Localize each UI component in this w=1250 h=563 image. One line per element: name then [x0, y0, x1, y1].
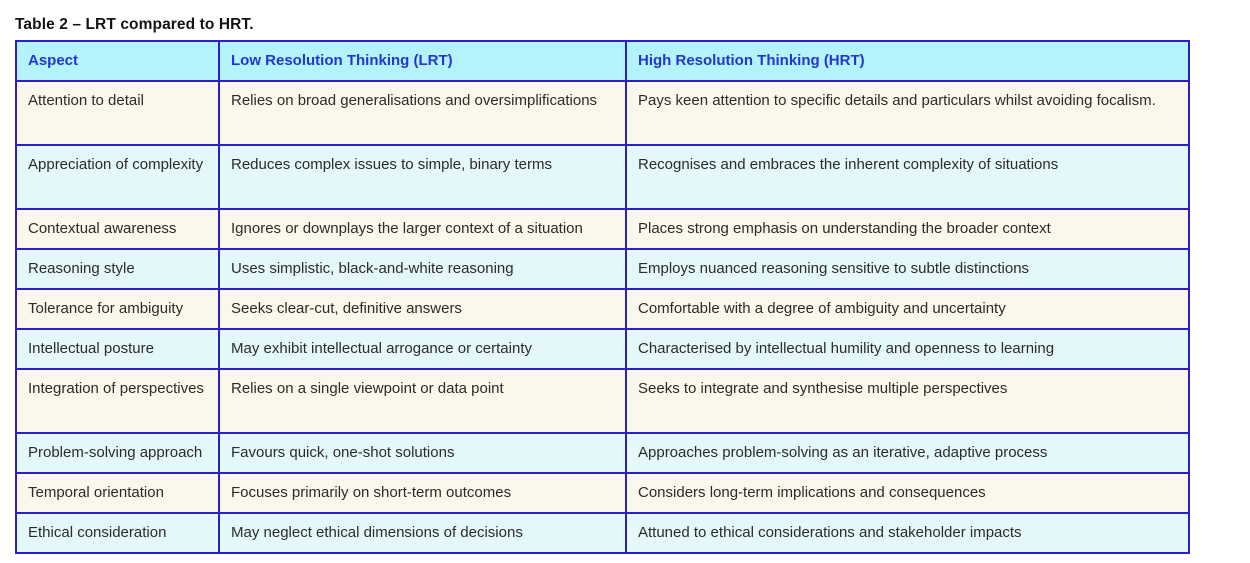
hrt-cell: Considers long-term implications and consequences — [626, 473, 1189, 513]
lrt-cell: Seeks clear-cut, definitive answers — [219, 289, 626, 329]
hrt-cell: Employs nuanced reasoning sensitive to subtle distinctions — [626, 249, 1189, 289]
header-row — [16, 41, 1189, 81]
aspect-cell: Appreciation of complexity — [16, 145, 219, 209]
table-row — [16, 473, 1189, 513]
aspect-cell: Integration of perspectives — [16, 369, 219, 433]
hrt-cell: Characterised by intellectual humility and openness to learning — [626, 329, 1189, 369]
hrt-cell: Pays keen attention to specific details and particulars whilst avoiding focalism. — [626, 81, 1189, 145]
aspect-cell: Temporal orientation — [16, 473, 219, 513]
column-header-lrt: Low Resolution Thinking (LRT) — [219, 41, 626, 81]
aspect-cell: Ethical consideration — [16, 513, 219, 553]
lrt-cell: Reduces complex issues to simple, binary terms — [219, 145, 626, 209]
table-caption: Table 2 – LRT compared to HRT. — [15, 16, 254, 33]
lrt-cell: Relies on broad generalisations and oversimplifications — [219, 81, 626, 145]
table-row — [16, 513, 1189, 553]
hrt-cell: Attuned to ethical considerations and stakeholder impacts — [626, 513, 1189, 553]
aspect-cell: Tolerance for ambiguity — [16, 289, 219, 329]
aspect-cell: Problem-solving approach — [16, 433, 219, 473]
lrt-cell: May neglect ethical dimensions of decisions — [219, 513, 626, 553]
column-header-aspect: Aspect — [16, 41, 219, 81]
table-row — [16, 145, 1189, 209]
hrt-cell: Recognises and embraces the inherent complexity of situations — [626, 145, 1189, 209]
lrt-cell: Focuses primarily on short-term outcomes — [219, 473, 626, 513]
column-header-hrt: High Resolution Thinking (HRT) — [626, 41, 1189, 81]
hrt-cell: Seeks to integrate and synthesise multiple perspectives — [626, 369, 1189, 433]
hrt-cell: Comfortable with a degree of ambiguity and uncertainty — [626, 289, 1189, 329]
aspect-cell: Reasoning style — [16, 249, 219, 289]
lrt-cell: May exhibit intellectual arrogance or certainty — [219, 329, 626, 369]
hrt-cell: Places strong emphasis on understanding the broader context — [626, 209, 1189, 249]
lrt-cell: Uses simplistic, black-and-white reasoning — [219, 249, 626, 289]
table-row — [16, 289, 1189, 329]
table-row — [16, 81, 1189, 145]
aspect-cell: Intellectual posture — [16, 329, 219, 369]
table-row — [16, 369, 1189, 433]
lrt-hrt-comparison-table — [15, 40, 1190, 554]
aspect-cell: Attention to detail — [16, 81, 219, 145]
lrt-cell: Relies on a single viewpoint or data point — [219, 369, 626, 433]
table-row — [16, 433, 1189, 473]
table-row — [16, 329, 1189, 369]
aspect-cell: Contextual awareness — [16, 209, 219, 249]
table-row — [16, 249, 1189, 289]
lrt-cell: Favours quick, one-shot solutions — [219, 433, 626, 473]
lrt-cell: Ignores or downplays the larger context of a situation — [219, 209, 626, 249]
hrt-cell: Approaches problem-solving as an iterative, adaptive process — [626, 433, 1189, 473]
table-row — [16, 209, 1189, 249]
